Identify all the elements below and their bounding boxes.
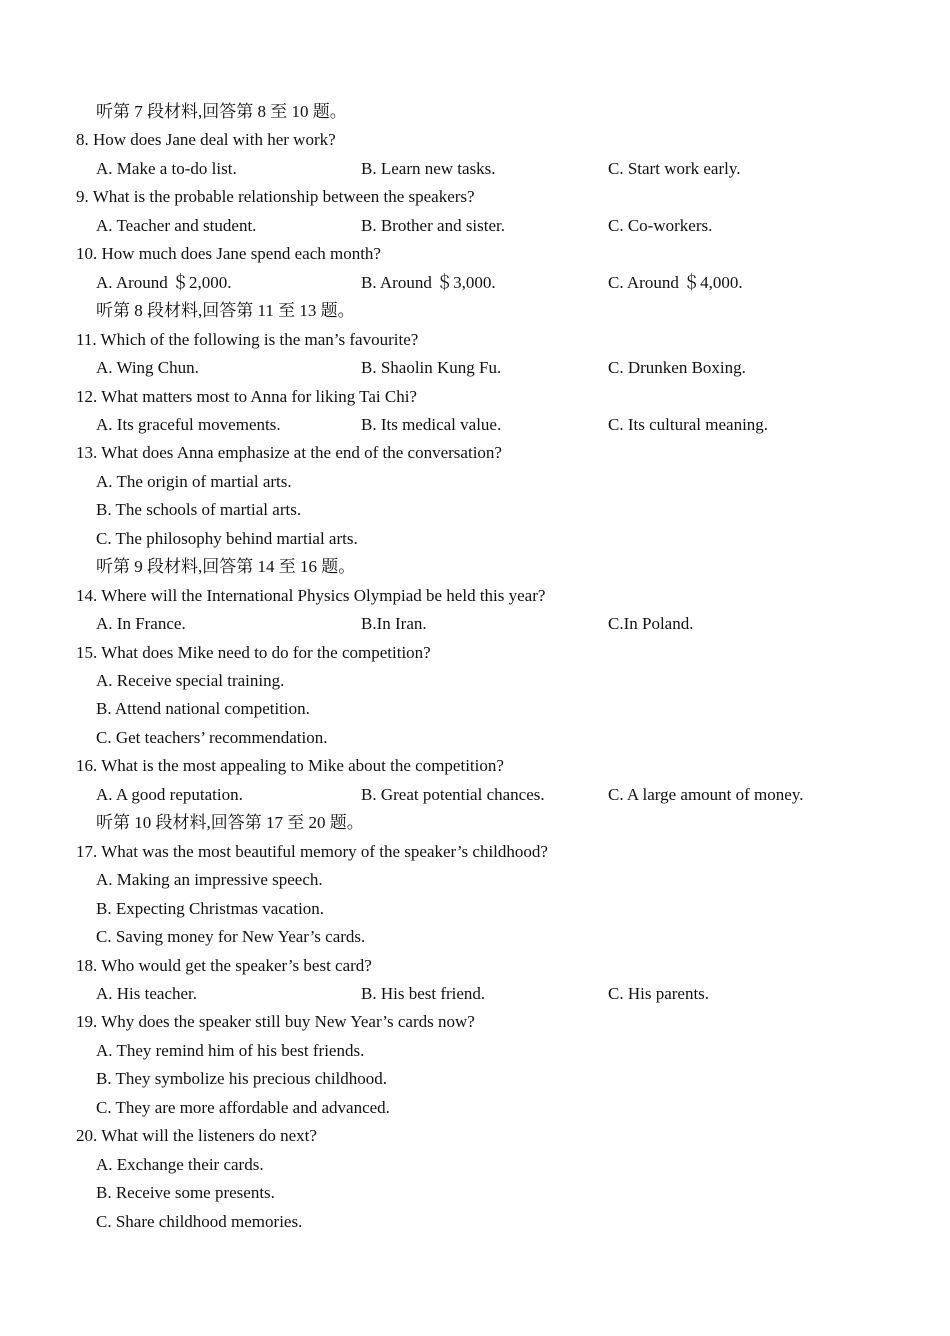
answer-option: C. His parents. — [608, 983, 710, 1003]
section-header: 听第 7 段材料,回答第 8 至 10 题。 — [96, 102, 347, 121]
question-text: 19. Why does the speaker still buy New Year’s cards now? — [76, 1012, 475, 1032]
answer-option: C. Saving money for New Year’s cards. — [96, 927, 366, 947]
answer-option: A. Exchange their cards. — [96, 1154, 264, 1174]
answer-option: B. Shaolin Kung Fu. — [361, 358, 502, 378]
question-text: 20. What will the listeners do next? — [76, 1126, 317, 1146]
answer-option: B. The schools of martial arts. — [96, 500, 302, 520]
answer-option: C. Get teachers’ recommendation. — [96, 727, 328, 747]
answer-option: A. Teacher and student. — [96, 215, 257, 235]
answer-option: A. The origin of martial arts. — [96, 471, 292, 491]
answer-option: B. Receive some presents. — [96, 1183, 275, 1203]
question-text: 11. Which of the following is the man’s favourite? — [76, 329, 419, 349]
answer-option: C. Start work early. — [608, 158, 741, 178]
answer-option: C. Drunken Boxing. — [608, 358, 746, 378]
answer-option: B. Attend national competition. — [96, 699, 310, 719]
answer-option: A. They remind him of his best friends. — [96, 1040, 365, 1060]
answer-option: B. Learn new tasks. — [361, 158, 496, 178]
question-text: 16. What is the most appealing to Mike about the competition? — [76, 756, 504, 776]
section-header: 听第 9 段材料,回答第 14 至 16 题。 — [96, 557, 356, 577]
answer-option: C. They are more affordable and advanced. — [96, 1097, 390, 1117]
answer-option: B. They symbolize his precious childhood. — [96, 1069, 388, 1089]
answer-option: A. Around ＄2,000. — [96, 272, 232, 292]
question-text: 14. Where will the International Physics Olympiad be held this year? — [76, 585, 546, 605]
answer-option: C. Around ＄4,000. — [608, 272, 743, 292]
answer-option: C.In Poland. — [608, 614, 694, 634]
question-text: 9. What is the probable relationship between the speakers? — [76, 187, 475, 207]
answer-option: B. Brother and sister. — [361, 215, 506, 235]
question-text: 17. What was the most beautiful memory of the speaker’s childhood? — [76, 841, 548, 861]
answer-option: C. A large amount of money. — [608, 784, 804, 804]
answer-option: A. A good reputation. — [96, 784, 243, 804]
section-header: 听第 10 段材料,回答第 17 至 20 题。 — [96, 813, 364, 833]
answer-option: B. Expecting Christmas vacation. — [96, 898, 325, 918]
question-text: 18. Who would get the speaker’s best card? — [76, 955, 372, 975]
answer-option: B. Around ＄3,000. — [361, 272, 496, 292]
answer-option: B.In Iran. — [361, 614, 427, 634]
question-text: 8. How does Jane deal with her work? — [76, 130, 336, 150]
answer-option: A. His teacher. — [96, 983, 198, 1003]
question-text: 15. What does Mike need to do for the competition? — [76, 642, 431, 662]
answer-option: A. Receive special training. — [96, 671, 285, 690]
section-header: 听第 8 段材料,回答第 11 至 13 题。 — [96, 301, 355, 321]
answer-option: B. Great potential chances. — [361, 784, 545, 804]
answer-option: C. Co-workers. — [608, 215, 713, 235]
answer-option: A. Make a to-do list. — [96, 158, 237, 178]
answer-option: A. Making an impressive speech. — [96, 870, 323, 890]
answer-option: C. The philosophy behind martial arts. — [96, 528, 358, 548]
answer-option: A. Wing Chun. — [96, 358, 199, 378]
answer-option: C. Its cultural meaning. — [608, 414, 769, 434]
answer-option: A. Its graceful movements. — [96, 414, 281, 434]
question-text: 12. What matters most to Anna for liking Tai Chi? — [76, 386, 417, 406]
answer-option: C. Share childhood memories. — [96, 1211, 303, 1231]
answer-option: A. In France. — [96, 614, 186, 634]
question-text: 10. How much does Jane spend each month? — [76, 244, 381, 264]
answer-option: B. Its medical value. — [361, 414, 502, 434]
question-text: 13. What does Anna emphasize at the end of the conversation? — [76, 443, 502, 463]
answer-option: B. His best friend. — [361, 983, 486, 1003]
